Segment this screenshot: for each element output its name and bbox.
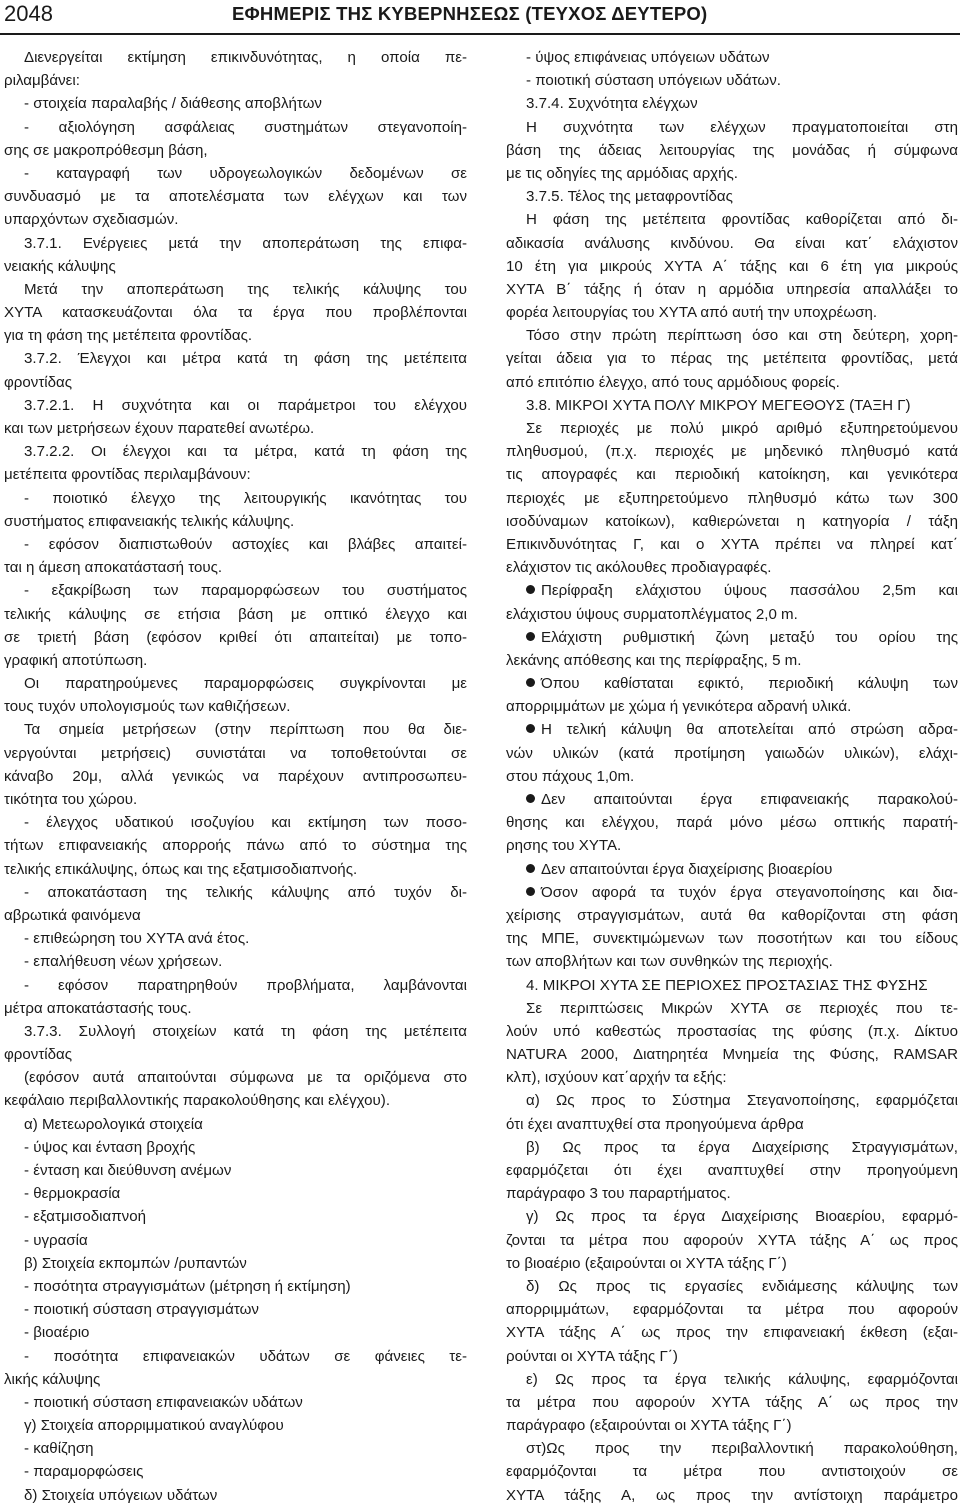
line-text: α) Ως προς το Σύστημα Στεγανοποίησης, εφαρμόζεται xyxy=(526,1092,958,1110)
left-text-line xyxy=(4,487,467,510)
left-text-line xyxy=(4,1252,467,1275)
line-text: α) Μετεωρολογικά στοιχεία xyxy=(24,1115,203,1133)
left-text-line xyxy=(4,510,467,533)
line-text: ρούνται οι ΧΥΤΑ τάξης Γ΄) xyxy=(506,1347,678,1365)
bullet-icon xyxy=(526,864,535,873)
left-text-line xyxy=(4,1182,467,1205)
right-text-line xyxy=(506,788,958,811)
right-text-line xyxy=(506,185,958,208)
right-text-line xyxy=(506,1437,958,1460)
line-text: το βιοαέριο (εξαιρούνται οι ΧΥΤΑ τάξης Γ΄) xyxy=(506,1254,787,1272)
right-text-line xyxy=(506,1205,958,1228)
line-text: σης σε μακροπρόθεσμη βάση, xyxy=(4,141,208,159)
line-text: ελάχιστου ύψους συρματοπλέγματος 2,0 m. xyxy=(506,605,798,623)
line-text: τις απογραφές και περιοδική κατοίκηση, και γενικότερα xyxy=(506,466,958,484)
line-text: ΧΥΤΑ Β΄ τάξης ή όταν η αρμόδια υπηρεσία απαλλάξει το xyxy=(506,280,958,298)
left-text-line xyxy=(4,278,467,301)
line-text: - ποιοτική σύσταση στραγγισμάτων xyxy=(24,1301,259,1319)
line-text: - υγρασία xyxy=(24,1231,88,1249)
line-text: - εφόσον διαπιστωθούν αστοχίες και βλάβες απαιτεί- xyxy=(24,535,467,553)
left-text-line xyxy=(4,533,467,556)
line-text: των αποβλήτων και των συνθηκών της περιοχής. xyxy=(506,953,833,971)
line-text: τελικής κάλυψης σε ετήσια βάση με οπτικό έλεγχο και xyxy=(4,605,467,623)
right-text-line xyxy=(506,881,958,904)
line-text: Περίφραξη ελάχιστου ύψους πασσάλου 2,5m και xyxy=(541,582,958,600)
line-text: για τη φάση της μετέπειτα φροντίδας. xyxy=(4,327,253,345)
line-text: ζονται τα μέτρα που αφορούν ΧΥΤΑ τάξης Α΄ ως προς xyxy=(506,1231,958,1249)
line-text: ρησης του ΧΥΤΑ. xyxy=(506,837,622,855)
right-text-line xyxy=(506,579,958,602)
left-text-line xyxy=(4,950,467,973)
line-text: - καθίζηση xyxy=(24,1440,94,1458)
line-text: Η τελική κάλυψη θα αποτελείται από στρώση αδρα- xyxy=(541,721,958,739)
left-text-line xyxy=(4,1460,467,1483)
right-text-line xyxy=(506,649,958,672)
left-text-line xyxy=(4,185,467,208)
line-text: απορριμμάτων με χώμα ή γενικότερα αδρανή υλικά. xyxy=(506,698,852,716)
right-text-line xyxy=(506,1089,958,1112)
right-text-line xyxy=(506,487,958,510)
left-text-line xyxy=(4,69,467,92)
line-text: τους τυχόν υπολογισμούς των καθιζήσεων. xyxy=(4,698,291,716)
right-text-line xyxy=(506,1159,958,1182)
line-text: αδικασία ανάλυσης κινδύνου. Θα είναι κατ΄ ελάχιστον xyxy=(506,234,958,252)
line-text: Τα σημεία μετρήσεων (στην περίπτωση που θα διε- xyxy=(24,721,467,739)
right-text-line xyxy=(506,232,958,255)
line-text: Διενεργείται εκτίμηση επικινδυνότητας, η οποία πε- xyxy=(24,49,467,66)
line-text: στου πάχους 1,0m. xyxy=(506,767,635,785)
line-text: 3.7.3. Συλλογή στοιχείων κατά τη φάση της μετέπειτα xyxy=(24,1022,467,1040)
line-text: φορέα λειτουργίας του ΧΥΤΑ από αυτή την υποχρέωση. xyxy=(506,304,878,322)
right-text-line xyxy=(506,1252,958,1275)
line-text: - έλεγχος υδατικού ισοζυγίου και εκτίμηση των ποσο- xyxy=(24,814,467,832)
line-text: ΧΥΤΑ τάξης Α΄ ως προς την επιφανειακή έκθεση (εξαι- xyxy=(506,1324,958,1342)
line-text: Οι παρατηρούμενες παραμορφώσεις συγκρίνονται με xyxy=(24,675,467,693)
right-text-line xyxy=(506,950,958,973)
right-text-line xyxy=(506,1066,958,1089)
right-text-line xyxy=(506,371,958,394)
line-text: 3.7.2.1. Η συχνότητα και οι παράμετροι του ελέγχου xyxy=(24,396,467,414)
left-text-line xyxy=(4,139,467,162)
right-text-line xyxy=(506,695,958,718)
left-text-line xyxy=(4,440,467,463)
line-text: 10 έτη για μικρούς ΧΥΤΑ Α΄ τάξης και 6 έτη για μικρούς xyxy=(506,257,958,275)
right-text-line xyxy=(506,1391,958,1414)
line-text: - εφόσον παρατηρηθούν προβλήματα, λαμβάνονται xyxy=(24,976,467,994)
right-text-line xyxy=(506,324,958,347)
left-text-line xyxy=(4,1136,467,1159)
header-rule xyxy=(0,33,960,35)
line-text: Σε περιπτώσεις Μικρών ΧΥΤΑ σε περιοχές που τε- xyxy=(526,999,958,1017)
line-text: μετέπειτα φροντίδας περιλαμβάνουν: xyxy=(4,466,251,484)
line-text: με τις οδηγίες της αρμόδιας αρχής. xyxy=(506,164,738,182)
right-text-line xyxy=(506,904,958,927)
line-text: λούν υπό καθεστώς προστασίας της φύσης (π.χ. Δίκτυο xyxy=(506,1022,958,1040)
line-text: - ποιοτική σύσταση επιφανειακών υδάτων xyxy=(24,1393,303,1411)
line-text: παράγραφο 3 του παραρτήματος. xyxy=(506,1185,731,1203)
line-text: Η συχνότητα των ελέγχων πραγματοποιείται στη xyxy=(526,118,958,136)
line-text: συστήματος επιφανειακής τελικής κάλυψης. xyxy=(4,512,295,530)
right-text-line xyxy=(506,742,958,765)
line-text: τα μέτρα που αφορούν ΧΥΤΑ τάξης Α΄ ως προς την xyxy=(506,1393,958,1411)
right-text-line xyxy=(506,1043,958,1066)
line-text: 3.7.5. Τέλος της μεταφροντίδας xyxy=(526,188,733,206)
right-text-line xyxy=(506,1460,958,1483)
line-text: 3.8. ΜΙΚΡΟΙ ΧΥΤΑ ΠΟΛΥ ΜΙΚΡΟΥ ΜΕΓΕΘΟΥΣ (ΤΑΞΗ Γ) xyxy=(526,396,911,414)
left-text-line xyxy=(4,1321,467,1344)
left-text-line xyxy=(4,116,467,139)
left-text-line xyxy=(4,1159,467,1182)
left-text-line xyxy=(4,904,467,927)
line-text: δ) Ως προς τις εργασίες ενδιάμεσης κάλυψης των xyxy=(526,1277,958,1295)
right-text-line xyxy=(506,1345,958,1368)
right-text-line xyxy=(506,997,958,1020)
left-text-line xyxy=(4,881,467,904)
line-text: 3.7.1. Ενέργειες μετά την αποπεράτωση της επιφα- xyxy=(24,234,467,252)
line-text: 3.7.2. Έλεγχοι και μέτρα κατά τη φάση της μετέπειτα xyxy=(24,350,467,368)
line-text: (εφόσον αυτά απαιτούνται σύμφωνα με τα οριζόμενα στο xyxy=(24,1069,467,1087)
line-text: - εξακρίβωση των παραμορφώσεων του συστήματος xyxy=(24,582,467,600)
right-text-line xyxy=(506,1321,958,1344)
left-text-line xyxy=(4,1089,467,1112)
line-text: στ)Ως προς την περιβαλλοντική παρακολούθηση, xyxy=(526,1440,958,1458)
line-text: - ποσότητα επιφανειακών υδάτων σε φάνειες τε- xyxy=(24,1347,467,1365)
left-text-line xyxy=(4,1113,467,1136)
right-text-line xyxy=(506,974,958,997)
right-text-line xyxy=(506,69,958,92)
left-text-line xyxy=(4,788,467,811)
right-text-line xyxy=(506,208,958,231)
line-text: ισοδύναμων κατοίκων), καθιερώνεται η κατηγορία / τάξη xyxy=(506,512,958,530)
left-text-line xyxy=(4,742,467,765)
left-text-line xyxy=(4,997,467,1020)
right-text-line xyxy=(506,1113,958,1136)
left-text-line xyxy=(4,92,467,115)
page-header xyxy=(0,0,960,34)
left-text-line xyxy=(4,1043,467,1066)
line-text: αβρωτικά φαινόμενα xyxy=(4,906,141,924)
left-text-line xyxy=(4,394,467,417)
right-text-line xyxy=(506,626,958,649)
bullet-icon xyxy=(526,724,535,733)
right-text-line xyxy=(506,116,958,139)
line-text: παράγραφο (εξαιρούνται οι ΧΥΤΑ τάξης Γ΄) xyxy=(506,1417,792,1435)
line-text: - παραμορφώσεις xyxy=(24,1463,144,1481)
line-text: ε) Ως προς τα έργα τελικής κάλυψης, εφαρμόζονται xyxy=(526,1370,958,1388)
line-text: υπαρχόντων σχεδιασμών. xyxy=(4,211,179,229)
right-text-line xyxy=(506,1484,958,1507)
right-text-line xyxy=(506,927,958,950)
left-text-line xyxy=(4,834,467,857)
line-text: Δεν απαιτούνται έργα επιφανειακής παρακολού- xyxy=(541,791,958,808)
left-text-line xyxy=(4,1275,467,1298)
right-text-line xyxy=(506,417,958,440)
right-text-line xyxy=(506,139,958,162)
left-text-line xyxy=(4,417,467,440)
line-text: - επαλήθευση νέων χρήσεων. xyxy=(24,953,223,971)
line-text: μέτρα αποκατάστασής τους. xyxy=(4,999,192,1017)
right-text-line xyxy=(506,278,958,301)
line-text: περιοχές με εξυπηρετούμενο πληθυσμό κάτω των 300 xyxy=(506,489,958,507)
right-text-line xyxy=(506,1298,958,1321)
line-text: κάναβο 20μ, αλλά γενικώς να παρέχουν αντιπροσωπευ- xyxy=(4,767,467,785)
line-text: NATURA 2000, Διατηρητέα Μνημεία της Φύσης, RAMSAR xyxy=(506,1046,958,1064)
line-text: - ποιοτικό έλεγχο της λειτουργικής ικανότητας του xyxy=(24,489,467,507)
right-text-line xyxy=(506,440,958,463)
line-text: ΧΥΤΑ κατασκευάζονται όλα τα έργα που προβλέπονται xyxy=(4,304,467,322)
left-text-line xyxy=(4,371,467,394)
line-text: Ελάχιστη ρυθμιστική ζώνη μεταξύ του ορίου της xyxy=(541,628,958,646)
bullet-icon xyxy=(526,887,535,896)
left-text-line xyxy=(4,1484,467,1507)
line-text: Μετά την αποπεράτωση της τελικής κάλυψης του xyxy=(24,280,467,298)
line-text: απορριμμάτων, εφαρμόζονται τα μέτρα που αφορούν xyxy=(506,1301,958,1319)
line-text: φροντίδας xyxy=(4,1046,73,1064)
line-text: ελάχιστον τις ακόλουθες προδιαγραφές. xyxy=(506,559,772,577)
left-text-line xyxy=(4,463,467,486)
right-text-line xyxy=(506,463,958,486)
right-column xyxy=(506,46,958,1507)
right-text-line xyxy=(506,811,958,834)
right-text-line xyxy=(506,556,958,579)
line-text: συνδυασμό με τα αποτελέσματα των ελέγχων και των xyxy=(4,188,467,206)
line-text: γ) Στοιχεία απορριμματικού αναγλύφου xyxy=(24,1417,284,1435)
left-text-line xyxy=(4,324,467,347)
line-text: της ΜΠΕ, συνεκτιμώμενων των ποσοτήτων και του είδους xyxy=(506,930,958,948)
line-text: τελικής επικάλυψης, όπως και της εξατμισοδιαπνοής. xyxy=(4,860,358,878)
left-text-line xyxy=(4,1298,467,1321)
right-text-line xyxy=(506,1182,958,1205)
line-text: πληθυσμού, (π.χ. περιοχές με μηδενικό πληθυσμό κατά xyxy=(506,443,958,461)
line-text: νειακής κάλυψης xyxy=(4,257,116,275)
right-text-line xyxy=(506,162,958,185)
line-text: φροντίδας xyxy=(4,373,73,391)
left-text-line xyxy=(4,626,467,649)
line-text: γραφική αποτύπωση. xyxy=(4,651,148,669)
line-text: - ύψος επιφάνειας υπόγειων υδάτων xyxy=(526,49,770,66)
left-text-line xyxy=(4,858,467,881)
left-text-line xyxy=(4,1391,467,1414)
line-text: κλπ), ισχύουν κατ΄αρχήν τα εξής: xyxy=(506,1069,727,1087)
line-text: εφαρμόζονται τα μέτρα που αντιστοιχούν σε xyxy=(506,1463,958,1481)
right-text-line xyxy=(506,858,958,881)
line-text: Επικινδυνότητας Γ, και ο ΧΥΤΑ πρέπει να πληρεί κατ΄ xyxy=(506,535,958,553)
left-text-line xyxy=(4,255,467,278)
left-text-line xyxy=(4,811,467,834)
right-text-line xyxy=(506,1414,958,1437)
line-text: - ποσότητα στραγγισμάτων (μέτρηση ή εκτίμηση) xyxy=(24,1277,351,1295)
bullet-icon xyxy=(526,585,535,594)
right-text-line xyxy=(506,718,958,741)
line-text: - ποιοτική σύσταση υπόγειων υδάτων. xyxy=(526,72,781,90)
line-text: Όσον αφορά τα τυχόν έργα στεγανοποίησης και δια- xyxy=(541,883,958,901)
line-text: - στοιχεία παραλαβής / διάθεσης αποβλήτων xyxy=(24,95,322,113)
line-text: βάση της άδειας λειτουργίας της μονάδας ή σύμφωνα xyxy=(506,141,958,159)
bullet-icon xyxy=(526,794,535,803)
line-text: - βιοαέριο xyxy=(24,1324,90,1342)
left-text-line xyxy=(4,1066,467,1089)
right-text-line xyxy=(506,1275,958,1298)
left-text-line xyxy=(4,1437,467,1460)
left-text-line xyxy=(4,1345,467,1368)
line-text: Η φάση της μετέπειτα φροντίδας καθορίζεται από δι- xyxy=(526,211,958,229)
right-text-line xyxy=(506,347,958,370)
left-column xyxy=(4,46,467,1507)
left-text-line xyxy=(4,556,467,579)
line-text: - ένταση και διεύθυνση ανέμων xyxy=(24,1162,232,1179)
line-text: ται η άμεση αποκατάστασή τους. xyxy=(4,559,223,577)
left-text-line xyxy=(4,765,467,788)
right-text-line xyxy=(506,834,958,857)
line-text: Τόσο στην πρώτη περίπτωση όσο και στη δεύτερη, χορη- xyxy=(526,327,958,345)
left-text-line xyxy=(4,232,467,255)
line-text: εφαρμόζεται ότι έχει αναπτυχθεί στην προηγούμενη xyxy=(506,1162,958,1179)
line-text: τήτων επιφανειακής απορροής πάνω από το σύστημα της xyxy=(4,837,467,855)
line-text: και των μετρήσεων έχουν παρατεθεί ανωτέρω. xyxy=(4,420,315,437)
right-text-line xyxy=(506,1229,958,1252)
right-text-line xyxy=(506,1368,958,1391)
line-text: - καταγραφή των υδρογεωλογικών δεδομένων σε xyxy=(24,164,467,182)
line-text: ΧΥΤΑ τάξης Α, ως προς την αντίστοιχη παράμετρο xyxy=(506,1486,958,1504)
left-text-line xyxy=(4,1368,467,1391)
left-text-line xyxy=(4,162,467,185)
line-text: χείρισης στραγγισμάτων, αυτά θα καθορίζονται στη φάση xyxy=(506,906,958,924)
right-text-line xyxy=(506,394,958,417)
right-text-line xyxy=(506,672,958,695)
right-text-line xyxy=(506,301,958,324)
page-number: 2048 xyxy=(4,1,53,26)
right-text-line xyxy=(506,510,958,533)
line-text: από επιτόπιο έλεγχο, από τους αρμόδιους φορείς. xyxy=(506,373,840,391)
left-text-line xyxy=(4,603,467,626)
line-text: τικότητα του χώρου. xyxy=(4,791,138,808)
bullet-icon xyxy=(526,632,535,641)
line-text: λεκάνης απόθεσης και της περίφραξης, 5 m. xyxy=(506,651,802,669)
line-text: Σε περιοχές με πολύ μικρό αριθμό εξυπηρετούμενου xyxy=(526,420,958,437)
line-text: θησης και ελέγχου, παρά μόνο μέσω οπτικής παρατή- xyxy=(506,814,958,832)
left-text-line xyxy=(4,1414,467,1437)
line-text: νεργούνται μετρήσεις) συνιστάται να τοποθετούνται σε xyxy=(4,744,467,762)
line-text: - ύψος και ένταση βροχής xyxy=(24,1138,196,1156)
left-text-line xyxy=(4,208,467,231)
left-text-line xyxy=(4,927,467,950)
left-text-line xyxy=(4,301,467,324)
line-text: κεφάλαιο περιβαλλοντικής παρακολούθησης και ελέγχου). xyxy=(4,1092,391,1110)
line-text: - επιθεώρηση του ΧΥΤΑ ανά έτος. xyxy=(24,930,250,948)
line-text: γείται άδεια για το πέρας της μετέπειτα φροντίδας, μετά xyxy=(506,350,958,368)
line-text: Δεν απαιτούνται έργα διαχείρισης βιοαερίου xyxy=(541,860,833,878)
line-text: λικής κάλυψης xyxy=(4,1370,101,1388)
right-text-line xyxy=(506,1020,958,1043)
right-text-line xyxy=(506,533,958,556)
line-text: - θερμοκρασία xyxy=(24,1185,121,1203)
left-text-line xyxy=(4,579,467,602)
line-text: β) Στοιχεία εκπομπών /ρυπαντών xyxy=(24,1254,247,1272)
line-text: Όπου καθίσταται εφικτό, περιοδική κάλυψη των xyxy=(541,675,958,693)
line-text: - αξιολόγηση ασφάλειας συστημάτων στεγανοποίη- xyxy=(24,118,467,136)
right-text-line xyxy=(506,255,958,278)
right-text-line xyxy=(506,46,958,69)
bullet-icon xyxy=(526,678,535,687)
line-text: - εξατμισοδιαπνοή xyxy=(24,1208,146,1226)
line-text: β) Ως προς τα έργα Διαχείρισης Στραγγισμάτων, xyxy=(526,1138,958,1156)
left-text-line xyxy=(4,1205,467,1228)
left-text-line xyxy=(4,649,467,672)
line-text: δ) Στοιχεία υπόγειων υδάτων xyxy=(24,1486,218,1504)
journal-title: ΕΦΗΜΕΡΙΣ ΤΗΣ ΚΥΒΕΡΝΗΣΕΩΣ (ΤΕΥΧΟΣ ΔΕΥΤΕΡΟ) xyxy=(232,3,708,24)
right-text-line xyxy=(506,1136,958,1159)
right-text-line xyxy=(506,603,958,626)
line-text: 3.7.4. Συχνότητα ελέγχων xyxy=(526,95,698,113)
left-text-line xyxy=(4,1020,467,1043)
left-text-line xyxy=(4,1229,467,1252)
left-text-line xyxy=(4,695,467,718)
line-text: - αποκατάσταση της τελικής κάλυψης από τυχόν δι- xyxy=(24,883,467,901)
left-text-line xyxy=(4,347,467,370)
line-text: ότι έχει αναπτυχθεί στα προηγούμενα άρθρα xyxy=(506,1115,804,1133)
left-text-line xyxy=(4,672,467,695)
line-text: ριλαμβάνει: xyxy=(4,72,80,90)
line-text: 3.7.2.2. Οι έλεγχοι και τα μέτρα, κατά τη φάση της xyxy=(24,443,467,461)
line-text: νών υλικών (κατά προτίμηση γαιωδών υλικών), ελάχι- xyxy=(506,744,958,762)
right-text-line xyxy=(506,92,958,115)
left-text-line xyxy=(4,46,467,69)
left-text-line xyxy=(4,974,467,997)
right-text-line xyxy=(506,765,958,788)
line-text: σε τριετή βάση (εφόσον κριθεί ότι απαιτείται) με τοπο- xyxy=(4,628,467,646)
line-text: γ) Ως προς τα έργα Διαχείρισης Βιοαερίου, εφαρμό- xyxy=(526,1208,958,1226)
left-text-line xyxy=(4,718,467,741)
line-text: 4. ΜΙΚΡΟΙ ΧΥΤΑ ΣΕ ΠΕΡΙΟΧΕΣ ΠΡΟΣΤΑΣΙΑΣ ΤΗΣ ΦΥΣΗΣ xyxy=(526,976,928,994)
